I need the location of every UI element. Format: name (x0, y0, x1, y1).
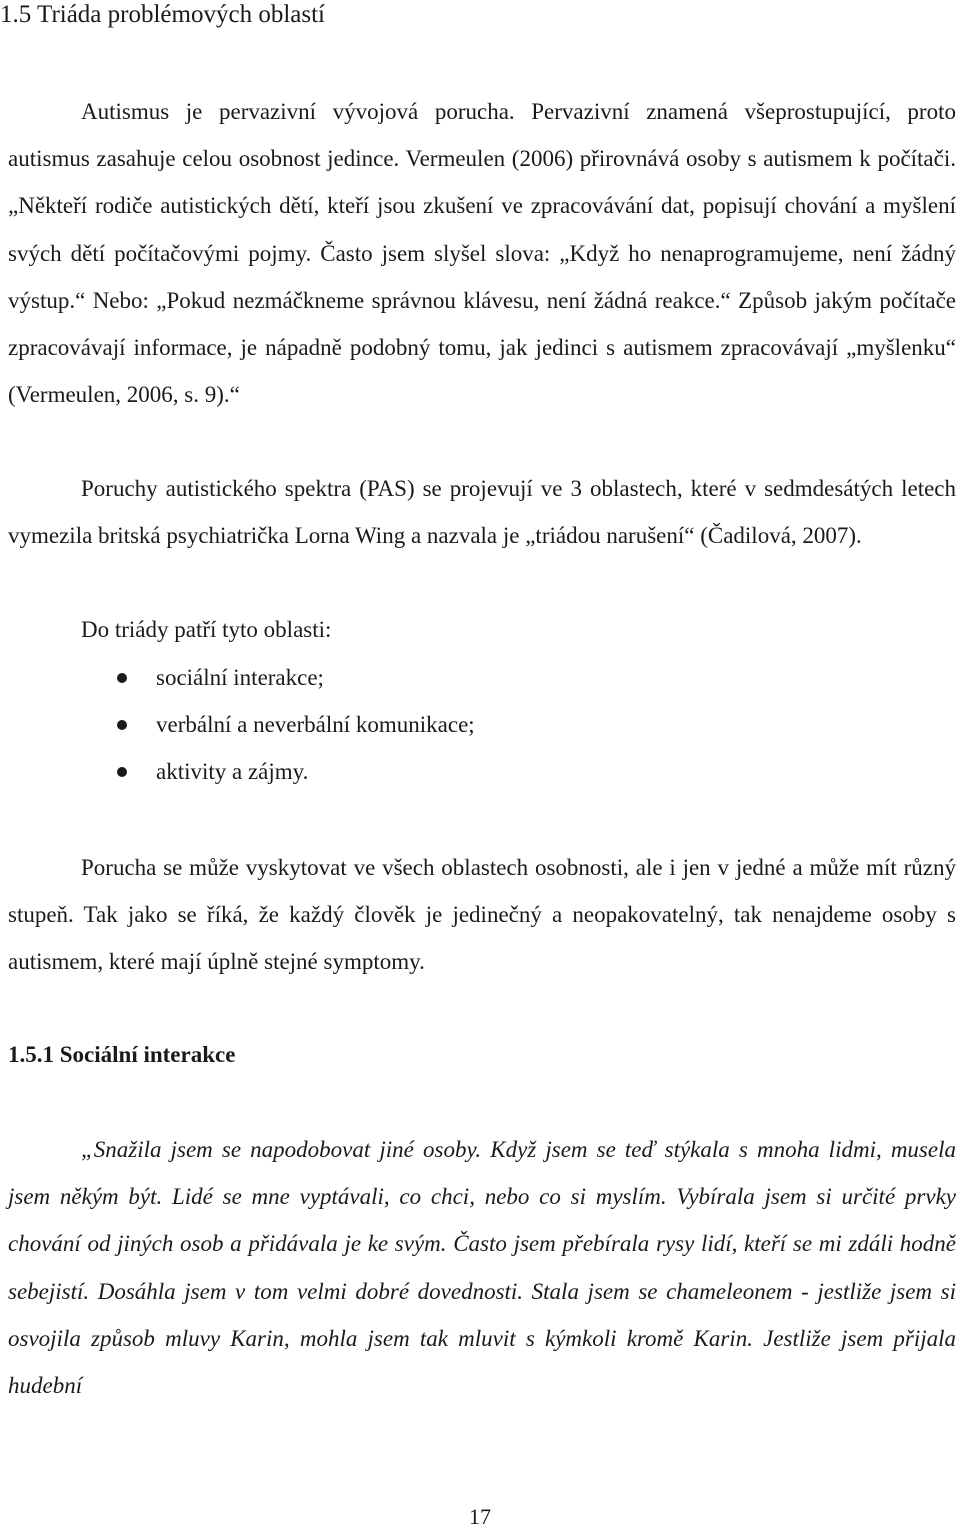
subsection-title: 1.5.1 Sociální interakce (8, 1042, 236, 1067)
list-item-label: aktivity a zájmy. (156, 759, 309, 785)
list-item (0, 701, 475, 748)
page-number: 17 (469, 1504, 491, 1529)
paragraph-intro: Autismus je pervazivní vývojová porucha. Pervazivní znamená všeprostupující, proto autismus zasahuje celou osobnost jedince. Vermeulen (2006) přirovnává osoby s autismem k počítači. „Někteří rodiče autistických dětí, kteří jsou zkušení ve zpracovávání dat, popisují chování a myšlení svých dětí počítačovými pojmy. Často jsem slyšel slova: „Když ho nenaprogramujeme, není žádný výstup.“ Nebo: „Pokud nezmáčkneme správnou klávesu, není žádná reakce.“ Způsob jakým počítače zpracovávají informace, je nápadně podobný tomu, jak jedinci s autismem zpracovávají „myšlenku“ (Vermeulen, 2006, s. 9).“ (8, 99, 956, 408)
list-item-label: sociální interakce; (156, 665, 324, 690)
list-item-label: verbální a neverbální komunikace; (156, 712, 475, 738)
section-title: 1.5 Triáda problémových oblastí (0, 1, 325, 28)
quote-paragraph: „Snažila jsem se napodobovat jiné osoby. Když jsem se teď stýkala s mnoha lidmi, musela jsem někým být. Lidé se mne vyptávali, co chci, nebo co si myslím. Vybírala jsem si určité prvky chování od jiných osob a přidávala je ke svým. Často jsem přebírala rysy lidí, kteří se mi zdáli hodně sebejistí. Dosáhla jsem v tom velmi dobré dovednosti. Stala jsem se chameleonem - jestliže jsem si osvojila způsob mluvy Karin, mohla jsem tak mluvit s kýmkoli kromě Karin. Jestliže jsem přijala hudební (8, 1137, 956, 1399)
bullet-icon (117, 720, 127, 730)
triad-list (0, 654, 475, 796)
list-item (0, 748, 475, 795)
paragraph-triad-lead: Do triády patří tyto oblasti: (81, 617, 332, 642)
paragraph-porucha: Porucha se může vyskytovat ve všech oblastech osobnosti, ale i jen v jedné a může mít různý stupeň. Tak jako se říká, že každý člověk je jedinečný a neopakovatelný, tak nenajdeme osoby s autismem, které mají úplně stejné symptomy. (8, 855, 956, 975)
bullet-icon (117, 767, 127, 777)
bullet-icon (117, 673, 127, 683)
paragraph-pas: Poruchy autistického spektra (PAS) se projevují ve 3 oblastech, které v sedmdesátých letech vymezila britská psychiatrička Lorna Wing a nazvala je „triádou narušení“ (Čadilová, 2007). (8, 476, 956, 549)
list-item (0, 654, 475, 701)
